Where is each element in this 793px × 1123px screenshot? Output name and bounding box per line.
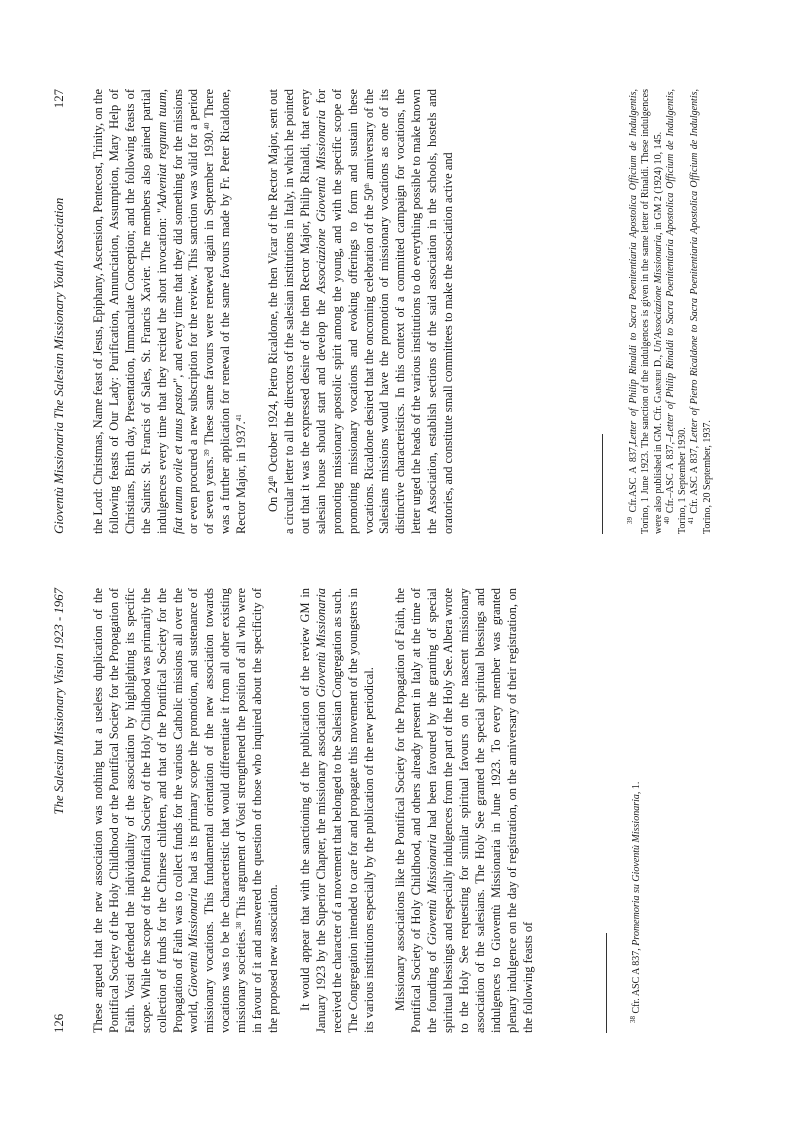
footnote-41: $^{41}$ Cfr. ASC A 837, Letter of Pietro Ricaldone to Sacra Poenitentiaria Apostolica Officium de Indulgentis, Torino, 20 September, 1937. bbox=[687, 89, 713, 534]
left-page-number: 126 bbox=[52, 1013, 66, 1033]
right-page-header bbox=[52, 89, 74, 534]
paragraph: Missionary associations like the Pontifical Society for the Propagation of Faith, the Pontifical Society of Holy Childhood, and others already present in Italy at the time of the founding of Gioventù Missionaria had been favoured by the granting of special spiritual blessings and especially indulgences from the part of the Holy See. Albera wrote to the Holy See requesting for similar spiritual favours on the nascent missionary association of the salesians. The Holy See granted the special spiritual blessings and indulgences to Gioventù Missionaria in June 1923. To every member was granted plenary indulgence on the day of registration, on the anniversary of their registration, on the following feasts of bbox=[393, 588, 535, 1033]
paragraph: On 24th October 1924, Pietro Ricaldone, the then Vicar of the Rector Major, sent out a circular letter to all the directors of the salesian institutions in Italy, in which he pointed out that it was the expressed desire of the then Rector Major, Philip Rinaldi, that every salesian house should start and develop the Associazione Gioventù Missionaria for promoting missionary apostolic spirit among the young, and with the specific scope of promoting missionary vocations and evoking offerings to form and sustain these vocations. Ricaldone desired that the oncoming celebration of the 50th anniversary of the Salesians missions would have the promotion of missionary vocations as one of its distinctive characteristics. In this context of a committed campaign for vocations, the letter urged the heads of the various institutions to do everything possible to make known the Association, establish sections of the said association in the schools, hostels and oratories, and constitute small committees to make the association active and bbox=[266, 89, 456, 534]
left-page bbox=[0, 562, 793, 1123]
right-running-title: Gioventù Missionaria The Salesian Missionary Youth Association bbox=[52, 197, 66, 534]
left-page-body bbox=[91, 588, 537, 1033]
left-page-header bbox=[52, 588, 74, 1033]
right-page bbox=[0, 1, 793, 562]
footnote-rule bbox=[602, 434, 603, 534]
footnote-38: $^{38}$ Cfr. ASC A 837, Promemoria su Gioventù Missionaria, 1. bbox=[629, 781, 642, 1023]
right-footnotes bbox=[628, 89, 714, 534]
left-running-title: The Salesian Missionary Vision 1923 - 1967 bbox=[52, 588, 66, 815]
paragraph: the Lord: Christmas, Name feast of Jesus, Epiphany, Ascension, Pentecost, Trinity, on the following feasts of Our Lady: Purification, Annunciation, Assumption, Mary Help of Christians, Birth day, Presentation, Immaculate Conception; and the following feasts of the Saints: St. Francis of Sales, St. Francis Xavier. The members also gained partial indulgences every time that they recited the short invocation: "Adveniat regnum tuum, fiat unum ovile et unus pastor", and every time that they did something for the missions or even procured a new subscription for the review. This sanction was valid for a period of seven years.$^{39}$ These same favours were renewed again in September 1930.40 There was a further application for renewal of the same favours made by Fr. Peter Ricaldone, Rector Major, in 1937.41 bbox=[91, 88, 249, 534]
paragraph: It would appear that with the sanctioning of the publication of the review GM in January 1923 by the Superior Chapter, the missionary association Gioventù Missionaria received the character of a movement that belonged to the Salesian Congregation as such. The Congregation intended to care for and propagate this movement of the youngsters in its various institutions especially by the publication of the new periodical. bbox=[297, 588, 376, 1033]
footnote-39: $^{39}$ Cfr.ASC A 837,Letter of Philip Rinaldi to Sacra Poenitentiaria Apostolica Officium de Indulgentis, Torino, 1 June 1923. The sanction of the indulgences is given in the same letter of Rinaldi. These indulgences were also published in GM. Cfr. Garneri D., Un'Associazione Missionaria, in GM 2 (1924) 10, 145. bbox=[626, 89, 664, 534]
right-page-number: 127 bbox=[52, 89, 66, 109]
right-page-body bbox=[91, 89, 457, 534]
paragraph: These argued that the new association was nothing but a useless duplication of the Pontifical Society of the Holy Childhood or the Pontifical Society for the Propagation of Faith. Vosti defended the individuality of the association by highlighting its specific scope. While the scope of the Pontifical Society of the Holy Childhood was primarily the collection of funds for the Chinese children, and that of the Pontifical Society for the Propagation of Faith was to collect funds for the various Catholic missions all over the world, Gioventù Missionaria had as its primary scope the promotion, and sustenance of missionary vocations. This fundamental orientation of the new association towards vocations was to be the characteristic that would differentiate it from all other existing missionary societies.$^{38}$ This argument of Vosti strengthened the position of all who were in favour of it and answered the question of those who inquired about the specificity of the proposed new association. bbox=[91, 587, 280, 1033]
left-footnotes bbox=[631, 588, 643, 1033]
footnote-40: $^{40}$ Cfr.–ASC A 837,–Letter of Philip Rinaldi to Sacra Poenitentiaria Apostolica Officium de Indulgentis, Torino, 1 September 1930. bbox=[662, 89, 689, 534]
footnote-rule bbox=[606, 933, 607, 1033]
